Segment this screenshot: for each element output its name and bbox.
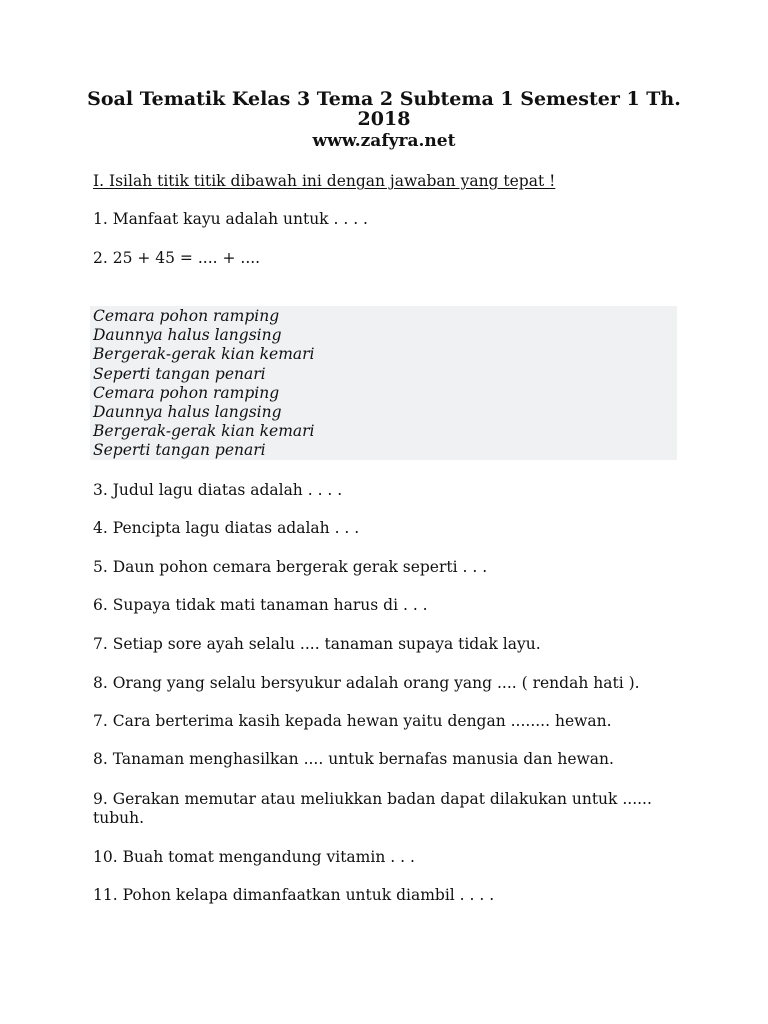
question-11: 11. Pohon kelapa dimanfaatkan untuk diambil . . . . — [93, 886, 495, 904]
question-8b: 8. Tanaman menghasilkan .... untuk bernafas manusia dan hewan. — [93, 750, 614, 768]
section-instruction: I. Isilah titik titik dibawah ini dengan jawaban yang tepat ! — [93, 172, 556, 190]
question-9-continued: tubuh. — [93, 809, 145, 827]
question-9: 9. Gerakan memutar atau meliukkan badan dapat dilakukan untuk ...... — [93, 790, 652, 808]
page-title: Soal Tematik Kelas 3 Tema 2 Subtema 1 Semester 1 Th. — [87, 88, 681, 110]
question-7b: 7. Cara berterima kasih kepada hewan yaitu dengan ........ hewan. — [93, 712, 612, 730]
question-1: 1. Manfaat kayu adalah untuk . . . . — [93, 210, 368, 228]
question-6: 6. Supaya tidak mati tanaman harus di . . . — [93, 596, 428, 614]
page-title-year: 2018 — [357, 108, 411, 130]
question-7: 7. Setiap sore ayah selalu .... tanaman supaya tidak layu. — [93, 635, 541, 653]
website-label: www.zafyra.net — [312, 131, 456, 151]
lyric-line: Seperti tangan penari — [93, 441, 266, 459]
question-5: 5. Daun pohon cemara bergerak gerak seperti . . . — [93, 558, 488, 576]
lyric-line: Daunnya halus langsing — [93, 403, 282, 421]
question-4: 4. Pencipta lagu diatas adalah . . . — [93, 519, 360, 537]
lyric-line: Cemara pohon ramping — [93, 384, 280, 402]
lyric-line: Cemara pohon ramping — [93, 307, 280, 325]
question-8: 8. Orang yang selalu bersyukur adalah orang yang .... ( rendah hati ). — [93, 674, 640, 692]
question-3: 3. Judul lagu diatas adalah . . . . — [93, 481, 343, 499]
lyric-line: Bergerak-gerak kian kemari — [93, 422, 315, 440]
lyric-line: Daunnya halus langsing — [93, 326, 282, 344]
lyric-line: Seperti tangan penari — [93, 365, 266, 383]
question-2: 2. 25 + 45 = .... + .... — [93, 249, 261, 267]
lyric-line: Bergerak-gerak kian kemari — [93, 345, 315, 363]
question-10: 10. Buah tomat mengandung vitamin . . . — [93, 848, 415, 866]
